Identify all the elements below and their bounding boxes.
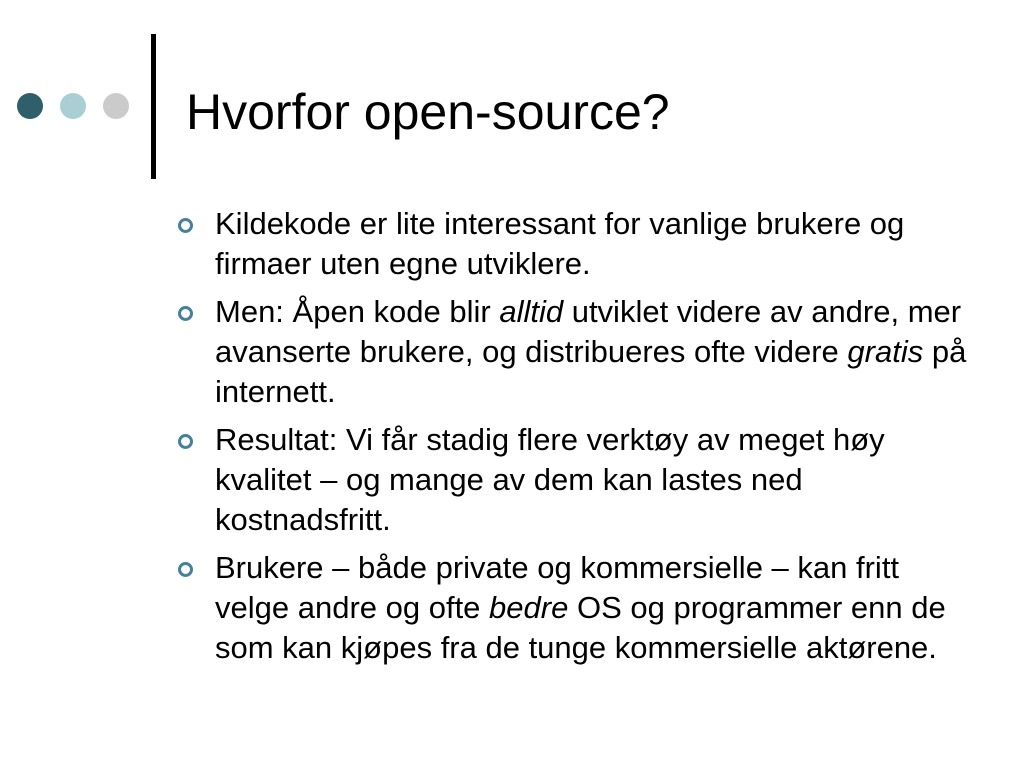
dot-gray <box>103 93 129 119</box>
decorative-dots <box>17 93 135 123</box>
title-divider <box>151 34 156 179</box>
bullet-ring-icon <box>178 218 193 233</box>
bullet-ring-icon <box>178 562 193 577</box>
bullet-item <box>178 420 968 540</box>
bullet-text: Kildekode er lite interessant for vanlige brukere og firmaer uten egne utviklere. <box>215 206 905 281</box>
bullet-text: Brukere – både private og kommersielle – kan fritt velge andre og ofte bedre OS og programmer enn de som kan kjøpes fra de tunge kommersielle aktørene. <box>215 550 946 665</box>
slide-title: Hvorfor open-source? <box>186 84 670 140</box>
bullet-item <box>178 292 968 412</box>
bullet-ring-icon <box>178 306 193 321</box>
dot-dark <box>17 93 43 119</box>
bullet-list <box>178 204 968 676</box>
bullet-item <box>178 204 968 284</box>
bullet-ring-icon <box>178 434 193 449</box>
bullet-text: Resultat: Vi får stadig flere verktøy av meget høy kvalitet – og mange av dem kan lastes ned kostnadsfritt. <box>215 422 885 537</box>
bullet-text: Men: Åpen kode blir alltid utviklet videre av andre, mer avanserte brukere, og distribueres ofte videre gratis på internett. <box>215 294 967 409</box>
dot-light <box>60 93 86 119</box>
bullet-item <box>178 548 968 668</box>
